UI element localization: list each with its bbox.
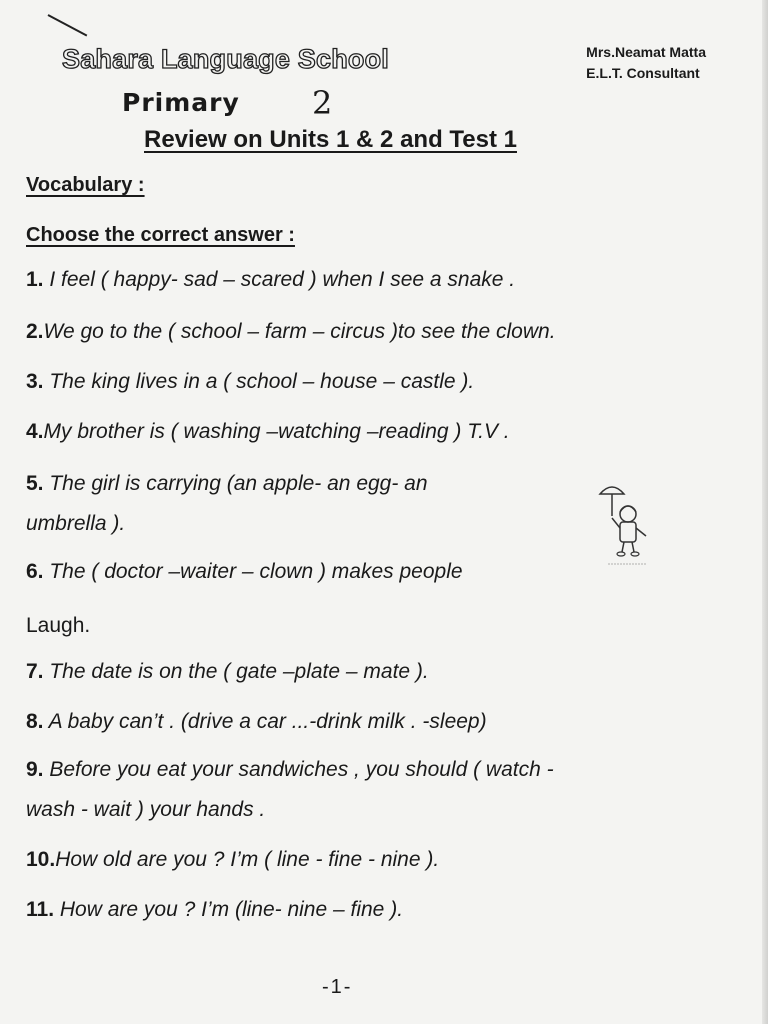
question-4	[26, 420, 510, 444]
question-text: The date is on the ( gate –plate – mate ).	[43, 660, 429, 683]
question-11	[26, 898, 403, 922]
question-6	[26, 560, 463, 584]
question-9-continuation: wash - wait ) your hands .	[26, 798, 266, 821]
scan-edge	[762, 0, 768, 1024]
question-number: 9.	[26, 758, 44, 781]
question-3	[26, 370, 474, 394]
question-number: 4.	[26, 420, 44, 443]
question-2	[26, 320, 556, 344]
question-number: 2.	[26, 320, 44, 343]
section-instruction: Choose the correct answer :	[26, 224, 295, 246]
question-number: 11.	[26, 898, 55, 921]
question-10	[26, 848, 439, 872]
consultant-block	[586, 42, 706, 84]
grade-label: Primary	[122, 88, 240, 117]
question-5	[26, 472, 428, 496]
question-6-continuation: Laugh.	[26, 614, 91, 637]
question-number: 8.	[26, 710, 44, 733]
grade-number: 2	[312, 84, 333, 122]
teacher-role: E.L.T. Consultant	[586, 65, 700, 81]
section-vocabulary: Vocabulary :	[26, 174, 145, 196]
question-text: I feel ( happy- sad – scared ) when I see a snake .	[43, 268, 516, 291]
pen-mark	[48, 14, 88, 36]
question-number: 1.	[26, 268, 44, 291]
question-text: Before you eat your sandwiches , you should ( watch -	[43, 758, 554, 781]
question-text: A baby can’t . (drive a car ...-drink milk . -sleep)	[43, 710, 487, 733]
question-number: 7.	[26, 660, 44, 683]
question-text: My brother is ( washing –watching –reading ) T.V .	[43, 420, 510, 443]
question-text: How old are you ? I’m ( line - fine - nine ).	[55, 848, 440, 871]
page-number: -1-	[322, 976, 353, 998]
question-number: 3.	[26, 370, 44, 393]
question-text: The girl is carrying (an apple- an egg- an	[43, 472, 428, 495]
question-9	[26, 758, 554, 782]
question-text: The king lives in a ( school – house – castle ).	[43, 370, 475, 393]
question-number: 5.	[26, 472, 44, 495]
page-title: Review on Units 1 & 2 and Test 1	[144, 126, 517, 153]
teacher-name: Mrs.Neamat Matta	[586, 44, 706, 60]
girl-with-umbrella-icon	[596, 478, 656, 568]
question-text: We go to the ( school – farm – circus )to see the clown.	[43, 320, 556, 343]
question-number: 6.	[26, 560, 44, 583]
question-7	[26, 660, 429, 684]
question-1	[26, 268, 515, 292]
school-name: Sahara Language School	[62, 44, 389, 74]
question-text: The ( doctor –waiter – clown ) makes people	[43, 560, 463, 583]
question-text: How are you ? I’m (line- nine – fine ).	[54, 898, 404, 921]
question-number: 10.	[26, 848, 56, 871]
question-8	[26, 710, 487, 734]
question-5-continuation: umbrella ).	[26, 512, 126, 535]
